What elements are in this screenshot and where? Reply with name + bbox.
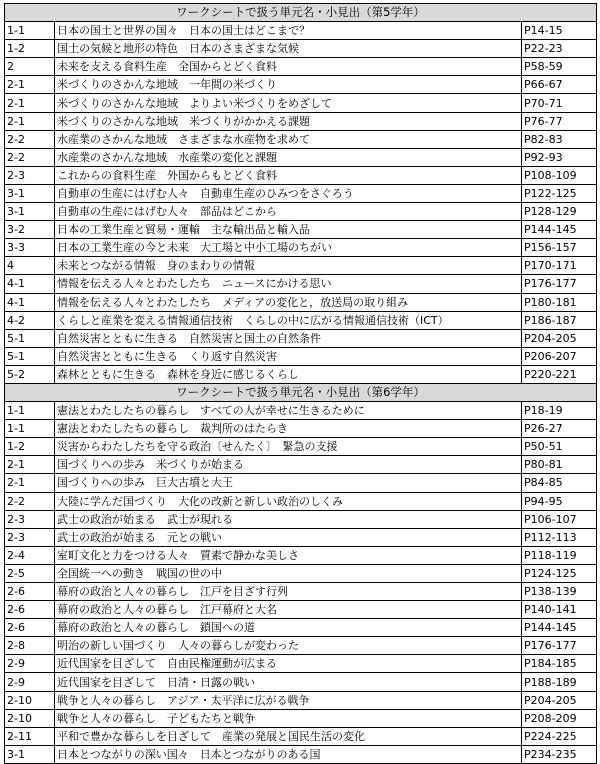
page-range-cell: P92-93 [522, 148, 597, 166]
unit-title-cell: 水産業のさかんな地域 水産業の変化と課題 [55, 148, 522, 166]
unit-number-cell: 1-1 [5, 420, 55, 438]
table-row [5, 420, 597, 438]
table-row [5, 438, 597, 456]
unit-number-cell: 2-9 [5, 673, 55, 691]
unit-title-cell: 明治の新しい国づくり 人々の暮らしが変わった [55, 637, 522, 655]
table-row [5, 402, 597, 420]
table-row [5, 184, 597, 202]
table-row [5, 474, 597, 492]
section-header: ワークシートで扱う単元名・小見出（第6学年） [5, 383, 597, 401]
unit-title-cell: 幕府の政治と人々の暮らし 鎖国への道 [55, 619, 522, 637]
unit-title-cell: 米づくりのさかんな地域 よりよい米づくりをめざして [55, 94, 522, 112]
table-row [5, 311, 597, 329]
unit-title-cell: 憲法とわたしたちの暮らし 裁判所のはたらき [55, 420, 522, 438]
unit-title-cell: 幕府の政治と人々の暮らし 江戸を目ざす行列 [55, 583, 522, 601]
unit-title-cell: 戦争と人々の暮らし 子どもたちと戦争 [55, 709, 522, 727]
table-row [5, 492, 597, 510]
unit-title-cell: 米づくりのさかんな地域 一年間の米づくり [55, 76, 522, 94]
table-row [5, 58, 597, 76]
table-row [5, 221, 597, 239]
unit-number-cell: 2-3 [5, 528, 55, 546]
table-row [5, 94, 597, 112]
unit-number-cell: 2-3 [5, 510, 55, 528]
page-range-cell: P204-205 [522, 329, 597, 347]
unit-number-cell: 1-2 [5, 40, 55, 58]
page-range-cell: P106-107 [522, 510, 597, 528]
table-row [5, 329, 597, 347]
table-row [5, 40, 597, 58]
table-row [5, 673, 597, 691]
table-row [5, 619, 597, 637]
unit-number-cell: 2-6 [5, 583, 55, 601]
unit-number-cell: 2-1 [5, 76, 55, 94]
page-range-cell: P112-113 [522, 528, 597, 546]
unit-number-cell: 2-2 [5, 130, 55, 148]
unit-title-cell: 水産業のさかんな地域 さまざまな水産物を求めて [55, 130, 522, 148]
page-range-cell: P156-157 [522, 239, 597, 257]
table-row [5, 583, 597, 601]
unit-number-cell: 2 [5, 58, 55, 76]
page-range-cell: P66-67 [522, 76, 597, 94]
page-range-cell: P22-23 [522, 40, 597, 58]
unit-number-cell: 2-10 [5, 709, 55, 727]
unit-number-cell: 1-1 [5, 402, 55, 420]
unit-number-cell: 5-1 [5, 347, 55, 365]
unit-title-cell: 近代国家を目ざして 日清・日露の戦い [55, 673, 522, 691]
table-row [5, 745, 597, 763]
unit-number-cell: 4-1 [5, 293, 55, 311]
unit-title-cell: 国土の気候と地形の特色 日本のさまざまな気候 [55, 40, 522, 58]
page-range-cell: P58-59 [522, 58, 597, 76]
table-row [5, 275, 597, 293]
unit-title-cell: 武士の政治が始まる 元との戦い [55, 528, 522, 546]
unit-title-cell: 未来とつながる情報 身のまわりの情報 [55, 257, 522, 275]
unit-number-cell: 1-2 [5, 438, 55, 456]
unit-title-cell: 室町文化と力をつける人々 質素で静かな美しさ [55, 546, 522, 564]
unit-title-cell: 武士の政治が始まる 武士が現れる [55, 510, 522, 528]
unit-title-cell: 自動車の生産にはげむ人々 自動車生産のひみつをさぐろう [55, 184, 522, 202]
unit-title-cell: くらしと産業を変える情報通信技術 くらしの中に広がる情報通信技術（ICT） [55, 311, 522, 329]
page-range-cell: P234-235 [522, 745, 597, 763]
table-row [5, 528, 597, 546]
unit-number-cell: 2-1 [5, 474, 55, 492]
page-range-cell: P70-71 [522, 94, 597, 112]
table-row [5, 655, 597, 673]
table-row [5, 727, 597, 745]
page-range-cell: P176-177 [522, 637, 597, 655]
page-range-cell: P84-85 [522, 474, 597, 492]
page-range-cell: P144-145 [522, 619, 597, 637]
page-range-cell: P140-141 [522, 601, 597, 619]
unit-title-cell: 自然災害とともに生きる くり返す自然災害 [55, 347, 522, 365]
page-range-cell: P124-125 [522, 564, 597, 582]
table-row [5, 293, 597, 311]
page-range-cell: P108-109 [522, 166, 597, 184]
page-range-cell: P26-27 [522, 420, 597, 438]
table-row [5, 76, 597, 94]
unit-number-cell: 2-1 [5, 112, 55, 130]
unit-number-cell: 3-1 [5, 203, 55, 221]
page-range-cell: P80-81 [522, 456, 597, 474]
unit-title-cell: 日本の工業生産の今と未来 大工場と中小工場のちがい [55, 239, 522, 257]
unit-title-cell: 自動車の生産にはげむ人々 部品はどこから [55, 203, 522, 221]
unit-title-cell: 情報を伝える人々とわたしたち ニュースにかける思い [55, 275, 522, 293]
unit-title-cell: 森林とともに生きる 森林を身近に感じるくらし [55, 365, 522, 383]
unit-number-cell: 3-1 [5, 184, 55, 202]
worksheet-table [4, 3, 597, 764]
section-header: ワークシートで扱う単元名・小見出（第5学年） [5, 4, 597, 22]
table-row [5, 637, 597, 655]
page-range-cell: P18-19 [522, 402, 597, 420]
page-range-cell: P118-119 [522, 546, 597, 564]
page-range-cell: P82-83 [522, 130, 597, 148]
table-row [5, 257, 597, 275]
page-range-cell: P180-181 [522, 293, 597, 311]
page-range-cell: P186-187 [522, 311, 597, 329]
unit-number-cell: 5-1 [5, 329, 55, 347]
unit-title-cell: 憲法とわたしたちの暮らし すべての人が幸せに生きるために [55, 402, 522, 420]
unit-number-cell: 4-1 [5, 275, 55, 293]
unit-number-cell: 4 [5, 257, 55, 275]
unit-number-cell: 3-1 [5, 745, 55, 763]
page-range-cell: P138-139 [522, 583, 597, 601]
table-row [5, 709, 597, 727]
table-row [5, 347, 597, 365]
unit-title-cell: 幕府の政治と人々の暮らし 江戸幕府と大名 [55, 601, 522, 619]
table-row [5, 112, 597, 130]
unit-title-cell: 未来を支える食料生産 全国からとどく食料 [55, 58, 522, 76]
unit-number-cell: 2-2 [5, 492, 55, 510]
unit-title-cell: 情報を伝える人々とわたしたち メディアの変化と，放送局の取り組み [55, 293, 522, 311]
table-row [5, 203, 597, 221]
page-range-cell: P170-171 [522, 257, 597, 275]
table-row [5, 691, 597, 709]
page-range-cell: P14-15 [522, 22, 597, 40]
page-range-cell: P188-189 [522, 673, 597, 691]
table-row [5, 564, 597, 582]
table-row [5, 166, 597, 184]
page-range-cell: P176-177 [522, 275, 597, 293]
section-header-row [5, 383, 597, 401]
unit-title-cell: 災害からわたしたちを守る政治〔せんたく〕 緊急の支援 [55, 438, 522, 456]
page-range-cell: P76-77 [522, 112, 597, 130]
unit-number-cell: 3-2 [5, 221, 55, 239]
unit-number-cell: 5-2 [5, 365, 55, 383]
page-range-cell: P184-185 [522, 655, 597, 673]
unit-number-cell: 2-2 [5, 148, 55, 166]
table-row [5, 546, 597, 564]
unit-number-cell: 2-1 [5, 456, 55, 474]
unit-number-cell: 2-4 [5, 546, 55, 564]
unit-number-cell: 2-3 [5, 166, 55, 184]
table-row [5, 510, 597, 528]
unit-number-cell: 2-9 [5, 655, 55, 673]
unit-number-cell: 1-1 [5, 22, 55, 40]
table-row [5, 601, 597, 619]
table-row [5, 130, 597, 148]
unit-title-cell: これからの食料生産 外国からもとどく食料 [55, 166, 522, 184]
unit-title-cell: 米づくりのさかんな地域 米づくりがかかえる課題 [55, 112, 522, 130]
page-range-cell: P204-205 [522, 691, 597, 709]
unit-title-cell: 日本の工業生産と貿易・運輸 主な輸出品と輸入品 [55, 221, 522, 239]
unit-title-cell: 戦争と人々の暮らし アジア・太平洋に広がる戦争 [55, 691, 522, 709]
unit-number-cell: 2-6 [5, 619, 55, 637]
unit-title-cell: 日本の国土と世界の国々 日本の国土はどこまで？ [55, 22, 522, 40]
worksheet-table-body [5, 4, 597, 764]
page-range-cell: P94-95 [522, 492, 597, 510]
unit-number-cell: 2-10 [5, 691, 55, 709]
unit-title-cell: 近代国家を目ざして 自由民権運動が広まる [55, 655, 522, 673]
page-range-cell: P128-129 [522, 203, 597, 221]
table-row [5, 22, 597, 40]
table-row [5, 456, 597, 474]
table-row [5, 365, 597, 383]
page-range-cell: P206-207 [522, 347, 597, 365]
page-range-cell: P144-145 [522, 221, 597, 239]
unit-number-cell: 2-6 [5, 601, 55, 619]
page-range-cell: P50-51 [522, 438, 597, 456]
table-row [5, 148, 597, 166]
page-range-cell: P122-125 [522, 184, 597, 202]
unit-title-cell: 日本とつながりの深い国々 日本とつながりのある国 [55, 745, 522, 763]
unit-title-cell: 国づくりへの歩み 巨大古墳と大王 [55, 474, 522, 492]
unit-title-cell: 全国統一への動き 戦国の世の中 [55, 564, 522, 582]
unit-number-cell: 4-2 [5, 311, 55, 329]
page-range-cell: P208-209 [522, 709, 597, 727]
unit-title-cell: 大陸に学んだ国づくり 大化の改新と新しい政治のしくみ [55, 492, 522, 510]
table-row [5, 239, 597, 257]
unit-number-cell: 2-11 [5, 727, 55, 745]
unit-number-cell: 2-8 [5, 637, 55, 655]
unit-title-cell: 国づくりへの歩み 米づくりが始まる [55, 456, 522, 474]
page-range-cell: P224-225 [522, 727, 597, 745]
unit-title-cell: 自然災害とともに生きる 自然災害と国土の自然条件 [55, 329, 522, 347]
page-range-cell: P220-221 [522, 365, 597, 383]
section-header-row [5, 4, 597, 22]
unit-number-cell: 3-3 [5, 239, 55, 257]
unit-title-cell: 平和で豊かな暮らしを目ざして 産業の発展と国民生活の変化 [55, 727, 522, 745]
unit-number-cell: 2-5 [5, 564, 55, 582]
unit-number-cell: 2-1 [5, 94, 55, 112]
